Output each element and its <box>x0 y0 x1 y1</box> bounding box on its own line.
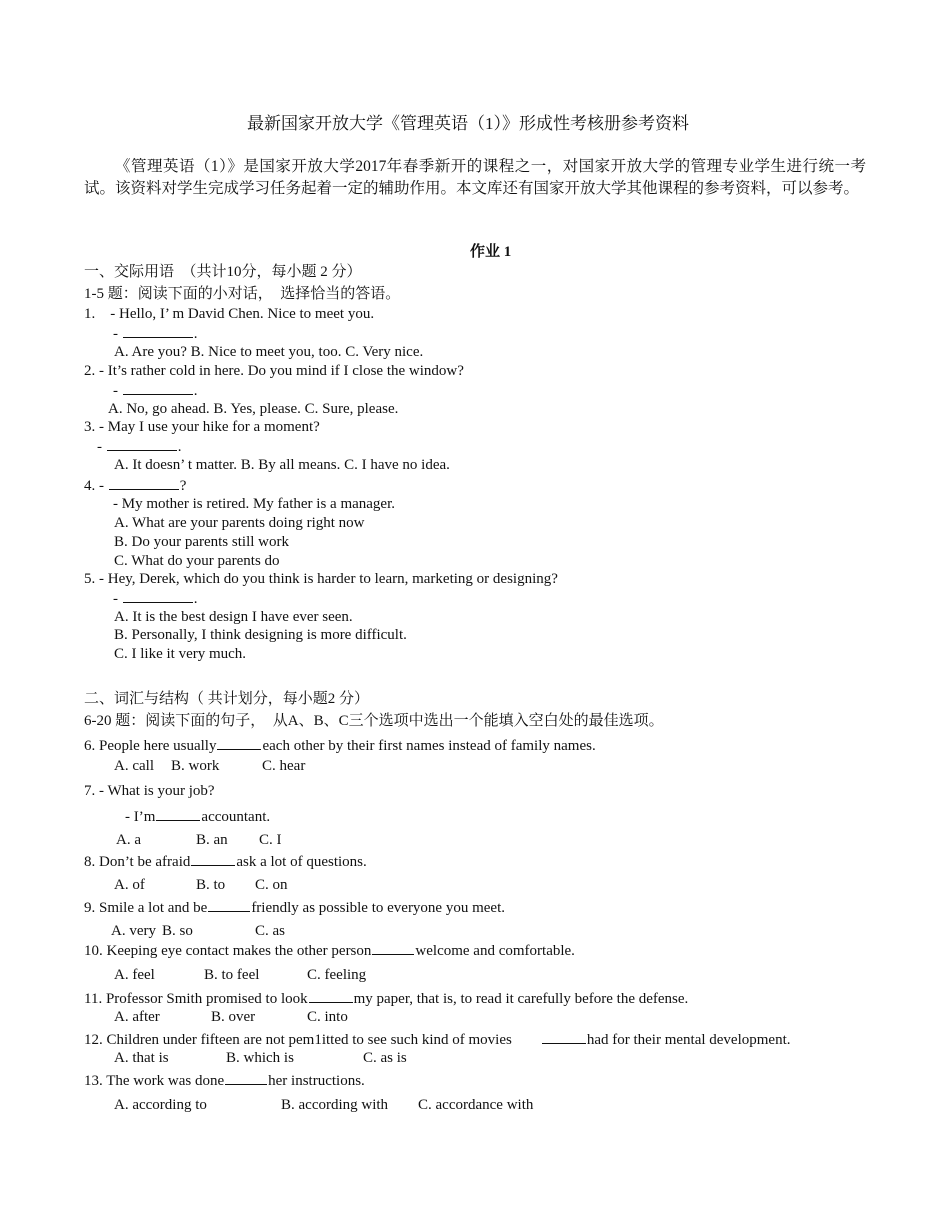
q12-blank <box>542 1030 586 1044</box>
q12-pre: 12. Children under fifteen are not pem1itted to see such kind of movies <box>84 1032 512 1048</box>
q5-question: 5. - Hey, Derek, which do you think is harder to learn, marketing or designing? <box>84 571 558 587</box>
q3-dash: - <box>97 439 102 455</box>
q10-post: welcome and comfortable. <box>415 943 575 959</box>
page-title: 最新国家开放大学《管理英语（1）》形成性考核册参考资料 <box>247 114 689 133</box>
q5-blank <box>123 589 193 603</box>
q5-answer-line: - . <box>113 591 198 607</box>
section1-instruction: 1-5 题：阅读下面的小对话， 选择恰当的答语。 <box>84 286 401 302</box>
q3-blank <box>107 437 177 451</box>
q9-option-c: C. as <box>255 923 285 939</box>
q1-blank <box>123 324 193 338</box>
q12-question <box>84 1030 791 1049</box>
q3-options: A. It doesn’ t matter. B. By all means. C. I have no idea. <box>114 457 450 473</box>
q9-blank <box>208 898 250 912</box>
q13-option-c: C. accordance with <box>418 1097 534 1113</box>
q3-question: 3. - May I use your hike for a moment? <box>84 419 320 435</box>
q1-options: A. Are you? B. Nice to meet you, too. C. Very nice. <box>114 344 424 360</box>
q6-option-a: A. call <box>114 758 154 774</box>
q8-option-b: B. to <box>196 877 226 893</box>
q11-option-b: B. over <box>211 1009 256 1025</box>
q4-prefix: 4. - <box>84 478 104 494</box>
q8-question <box>84 852 367 871</box>
q6-blank <box>217 736 261 750</box>
q11-post: my paper, that is, to read it carefully before the defense. <box>353 991 689 1007</box>
q13-blank <box>225 1071 267 1085</box>
q12-option-b: B. which is <box>226 1050 294 1066</box>
q4-answer-line: - My mother is retired. My father is a manager. <box>113 496 395 512</box>
q5-option-c: C. I like it very much. <box>114 646 247 662</box>
q10-option-a: A. feel <box>114 967 155 983</box>
q4-question <box>84 476 186 495</box>
q4-suffix: ? <box>179 478 187 494</box>
q9-pre: 9. Smile a lot and be <box>84 900 208 916</box>
q7-option-c: C. I <box>259 832 282 848</box>
q10-option-b: B. to feel <box>204 967 260 983</box>
q6-option-c: C. hear <box>262 758 306 774</box>
q10-option-c: C. feeling <box>307 967 367 983</box>
q4-blank <box>109 476 179 490</box>
q4-option-c: C. What do your parents do <box>114 553 280 569</box>
q13-option-a: A. according to <box>114 1097 207 1113</box>
q6-post: each other by their first names instead of family names. <box>262 738 596 754</box>
q1-dash: - <box>113 326 118 342</box>
q8-post: ask a lot of questions. <box>236 854 367 870</box>
q9-question <box>84 898 505 917</box>
q7-question: 7. - What is your job? <box>84 783 215 799</box>
q10-question <box>84 941 575 960</box>
q7-option-a: A. a <box>116 832 141 848</box>
q11-option-c: C. into <box>307 1009 348 1025</box>
section2-heading: 二、词汇与结构（ 共计划分，每小题2 分） <box>84 691 370 707</box>
q9-option-a: A. very <box>111 923 156 939</box>
q2-options: A. No, go ahead. B. Yes, please. C. Sure, please. <box>108 401 399 417</box>
q8-pre: 8. Don’t be afraid <box>84 854 191 870</box>
q5-dash: - <box>113 591 118 607</box>
q12-post: had for their mental development. <box>586 1032 791 1048</box>
q8-option-c: C. on <box>255 877 288 893</box>
q6-pre: 6. People here usually <box>84 738 217 754</box>
q11-blank <box>309 989 353 1003</box>
q11-question <box>84 989 688 1008</box>
q13-pre: 13. The work was done <box>84 1073 225 1089</box>
q2-blank <box>123 381 193 395</box>
q2-question: 2. - It’s rather cold in here. Do you mind if I close the window? <box>84 363 464 379</box>
q7-answer-line <box>125 807 270 826</box>
q8-blank <box>191 852 235 866</box>
q9-option-b: B. so <box>162 923 193 939</box>
q8-option-a: A. of <box>114 877 145 893</box>
q12-option-c: C. as is <box>363 1050 407 1066</box>
q2-answer-line: - . <box>113 383 198 399</box>
q5-option-b: B. Personally, I think designing is more difficult. <box>114 627 407 643</box>
q12-option-a: A. that is <box>114 1050 169 1066</box>
q1-question: 1. - Hello, I’ m David Chen. Nice to meet you. <box>84 306 375 322</box>
q10-pre: 10. Keeping eye contact makes the other person <box>84 943 372 959</box>
homework-title: 作业 1 <box>470 244 512 260</box>
q13-option-b: B. according with <box>281 1097 389 1113</box>
q7-option-b: B. an <box>196 832 228 848</box>
q11-pre: 11. Professor Smith promised to look <box>84 991 308 1007</box>
q13-post: her instructions. <box>268 1073 365 1089</box>
q2-dash: - <box>113 383 118 399</box>
q7-blank <box>156 807 200 821</box>
section2-instruction: 6-20 题：阅读下面的句子， 从A、B、C三个选项中选出一个能填入空白处的最佳选项。 <box>84 713 664 729</box>
intro-paragraph: 《管理英语（1）》是国家开放大学2017年春季新开的课程之一，对国家开放大学的管理专业学生进行统一考试。该资料对学生完成学习任务起着一定的辅助作用。本文库还有国家开放大学其他课程的参考资料，可以参考。 <box>84 158 866 197</box>
q10-blank <box>372 941 414 955</box>
q7-pre: - I’m <box>125 809 156 825</box>
q11-option-a: A. after <box>114 1009 160 1025</box>
q6-question <box>84 736 596 755</box>
q4-option-a: A. What are your parents doing right now <box>114 515 365 531</box>
q5-option-a: A. It is the best design I have ever seen. <box>114 609 353 625</box>
section1-heading: 一、交际用语 （共计10分，每小题 2 分） <box>84 264 362 280</box>
q13-question <box>84 1071 365 1090</box>
q3-answer-line: - . <box>97 439 182 455</box>
q6-option-b: B. work <box>171 758 220 774</box>
q9-post: friendly as possible to everyone you meet. <box>251 900 505 916</box>
q4-option-b: B. Do your parents still work <box>114 534 289 550</box>
q1-answer-line: - . <box>113 326 198 342</box>
q7-post: accountant. <box>201 809 271 825</box>
